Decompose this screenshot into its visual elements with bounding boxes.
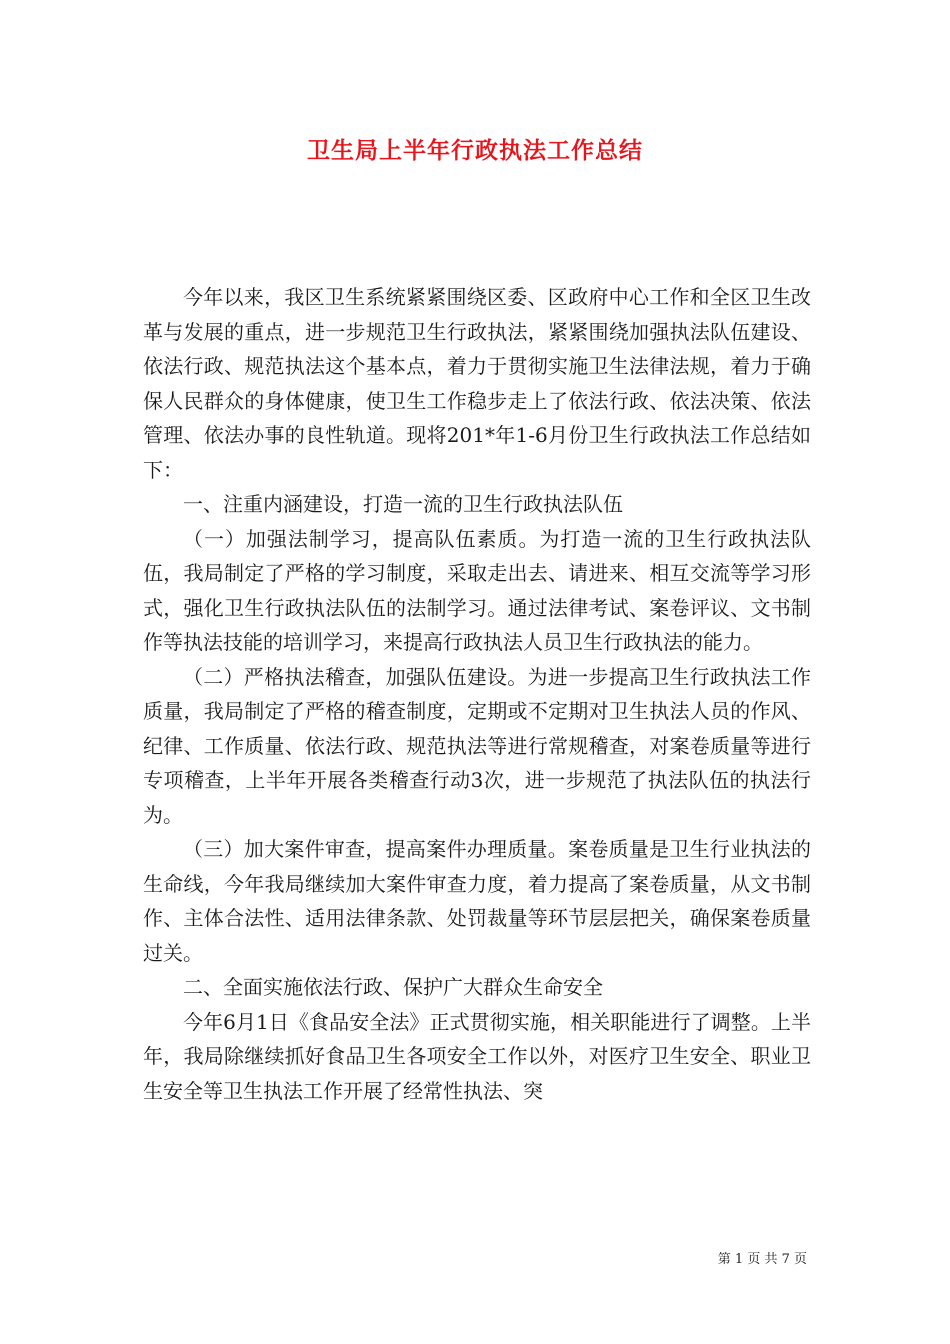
section-2-heading: 二、全面实施依法行政、保护广大群众生命安全 [183,975,603,999]
section-2-paragraph-1: 今年6月1日《食品安全法》正式贯彻实施，相关职能进行了调整。上半年，我局除继续抓好食品卫生各项安全工作以外，对医疗卫生安全、职业卫生安全等卫生执法工作开展了经常性执法、突 [143,1009,811,1103]
document-title: 卫生局上半年行政执法工作总结 [307,137,643,164]
section-1-paragraph-1: （一）加强法制学习，提高队伍素质。为打造一流的卫生行政执法队伍，我局制定了严格的学习制度，采取走出去、请进来、相互交流等学习形式，强化卫生行政执法队伍的法制学习。通过法律考试、案卷评议、文书制作等执法技能的培训学习，来提高行政执法人员卫生行政执法的能力。 [143,526,811,654]
document-body [143,280,811,1108]
section-1-paragraph-2: （二）严格执法稽查，加强队伍建设。为进一步提高卫生行政执法工作质量，我局制定了严格的稽查制度，定期或不定期对卫生执法人员的作风、纪律、工作质量、依法行政、规范执法等进行常规稽查，对案卷质量等进行专项稽查，上半年开展各类稽查行动3次，进一步规范了执法队伍的执法行为。 [143,664,811,827]
intro-paragraph: 今年以来，我区卫生系统紧紧围绕区委、区政府中心工作和全区卫生改革与发展的重点，进一步规范卫生行政执法，紧紧围绕加强执法队伍建设、依法行政、规范执法这个基本点，着力于贯彻实施卫生法律法规，着力于确保人民群众的身体健康，使卫生工作稳步走上了依法行政、依法决策、依法管理、依法办事的良性轨道。现将201*年1-6月份卫生行政执法工作总结如下： [143,285,811,482]
section-1-paragraph-3: （三）加大案件审查，提高案件办理质量。案卷质量是卫生行业执法的生命线，今年我局继续加大案件审查力度，着力提高了案卷质量，从文书制作、主体合法性、适用法律条款、处罚裁量等环节层层把关，确保案卷质量过关。 [143,837,811,965]
page-number-footer: 第 1 页 共 7 页 [717,1252,807,1267]
section-1-heading: 一、注重内涵建设，打造一流的卫生行政执法队伍 [183,492,623,516]
